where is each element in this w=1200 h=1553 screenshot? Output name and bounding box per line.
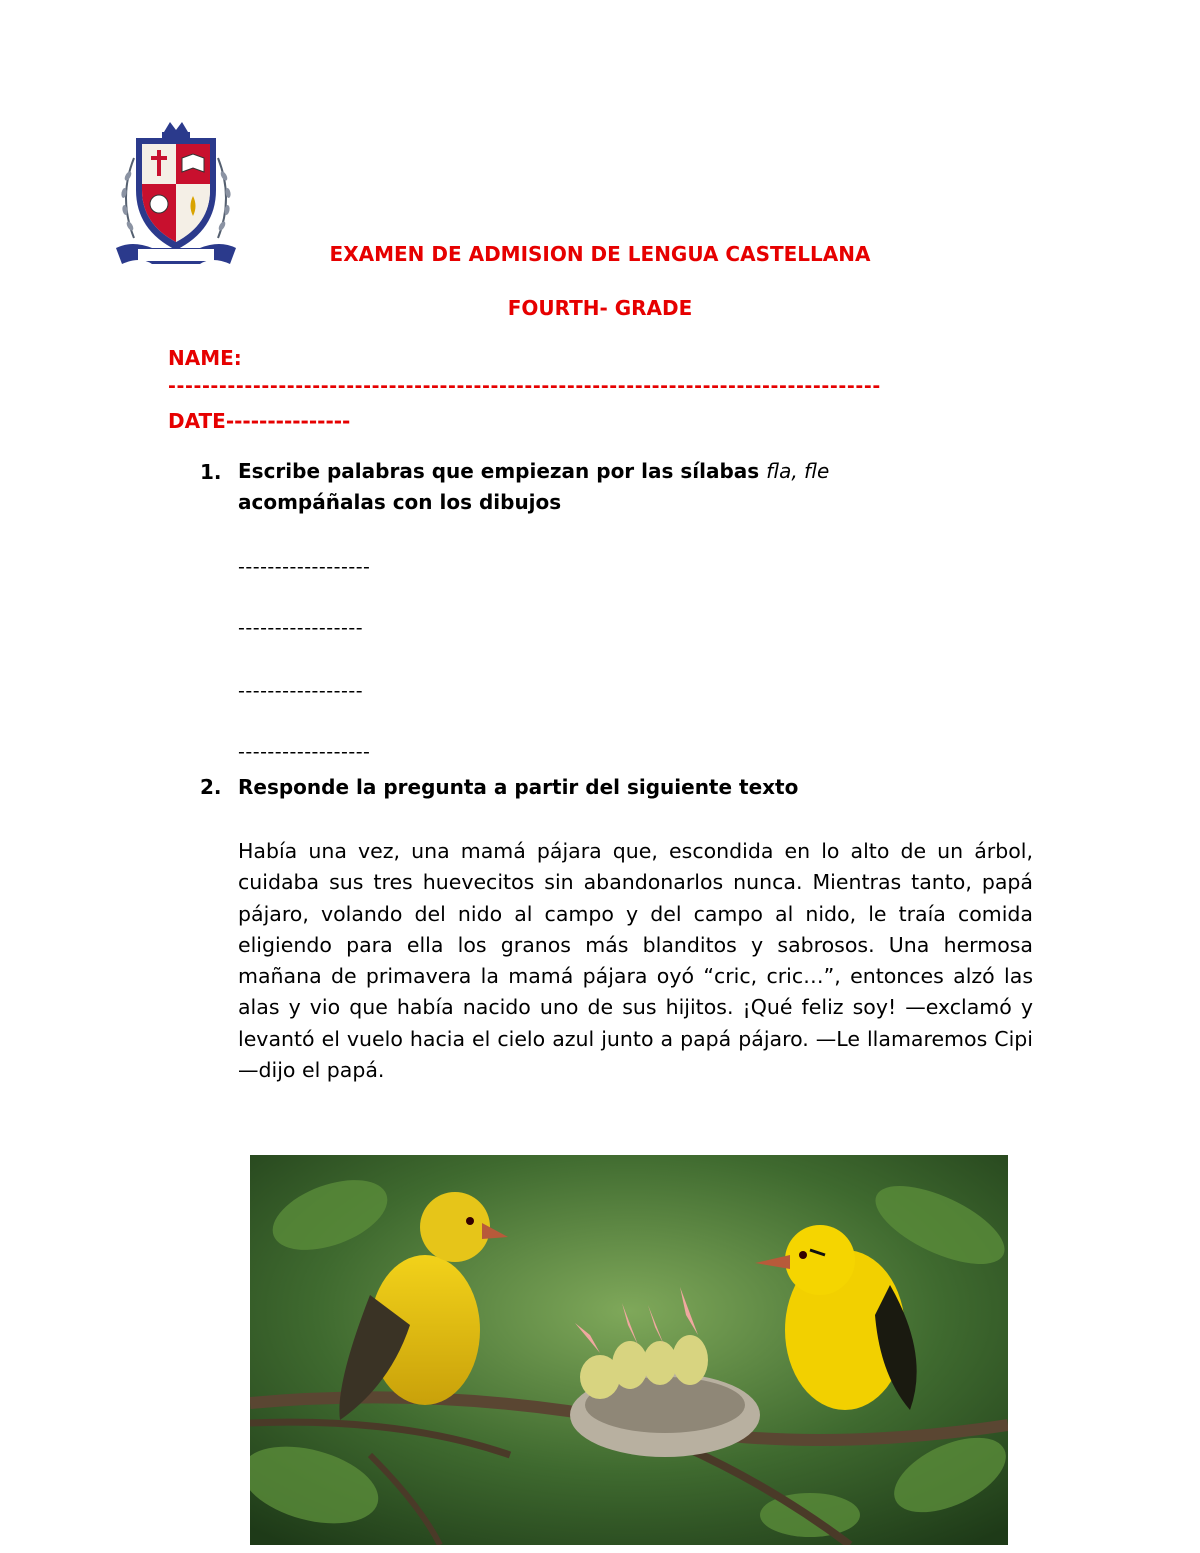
answer-blank-4: ------------------ <box>238 741 371 763</box>
answer-blank-1: ------------------ <box>238 556 371 578</box>
name-line: ------------------------------------------------------------------------------------ <box>168 375 881 397</box>
question-1-cont: acompáñalas con los dibujos <box>238 490 562 514</box>
question-1-number: 1. <box>200 460 222 484</box>
question-1-main: Escribe palabras que empiezan por las sílabas <box>238 459 767 483</box>
answer-blank-3: ----------------- <box>238 680 364 702</box>
birds-nest-photo <box>250 1155 1008 1545</box>
date-label: DATE--------------- <box>168 409 351 433</box>
question-2-number: 2. <box>200 775 222 799</box>
answer-blank-2: ----------------- <box>238 617 364 639</box>
reading-passage: Había una vez, una mamá pájara que, escondida en lo alto de un árbol, cuidaba sus tres huevecitos sin abandonarlos nunca. Mientras tanto, papá pájaro, volando del nido al campo y del campo al nido, le traía comida eligiendo para ella los granos más blanditos y sabrosos. Una hermosa mañana de primavera la mamá pájara oyó “cric, cric…”, entonces alzó las alas y vio que había nacido uno de sus hijitos. ¡Qué feliz soy! —exclamó y levantó el vuelo hacia el cielo azul junto a papá pájaro. —Le llamaremos Cipi —dijo el papá. <box>238 839 1033 1083</box>
name-label: NAME: <box>168 346 242 370</box>
exam-title: EXAMEN DE ADMISION DE LENGUA CASTELLANA <box>329 242 871 266</box>
grade-label: FOURTH- GRADE <box>507 296 693 320</box>
question-2-text: Responde la pregunta a partir del siguiente texto <box>238 775 799 799</box>
question-1-text <box>238 456 998 518</box>
question-1-syllables: fla, fle <box>766 459 830 483</box>
